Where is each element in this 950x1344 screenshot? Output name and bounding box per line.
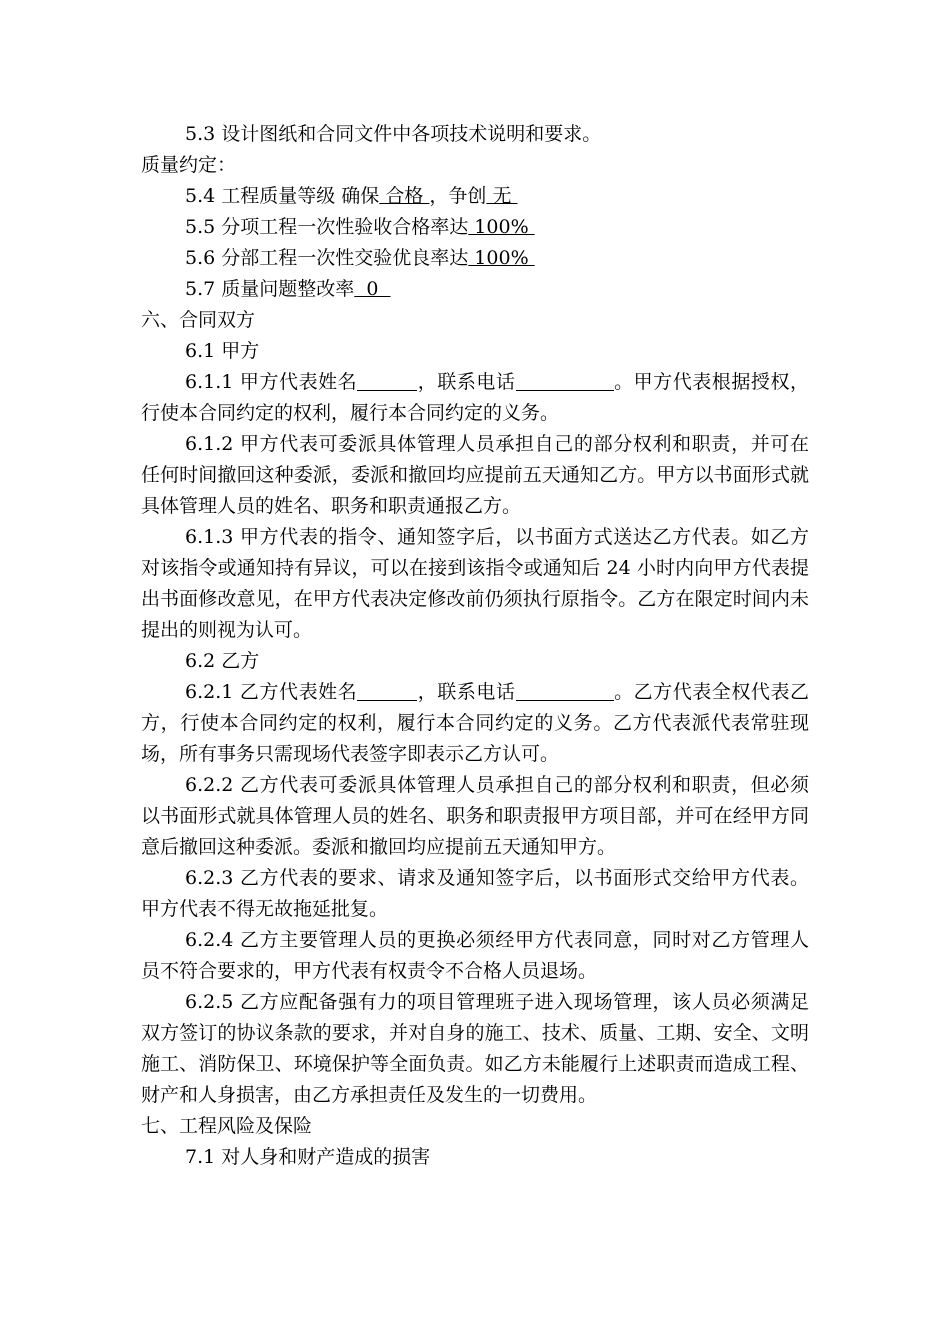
clause-6-2-1-part-a: 6.2.1 乙方代表姓名: [185, 681, 358, 703]
party-b-name-blank: [357, 680, 417, 701]
clause-6-2: 6.2 乙方: [185, 650, 260, 672]
section-7-heading: 七、工程风险及保险: [141, 1115, 313, 1137]
clause-5-4: [141, 181, 809, 212]
document-body: [141, 119, 809, 1173]
quality-heading: 质量约定：: [141, 154, 237, 176]
clause-6-2-1-part-c: 。乙方代表全权代表乙方，行使本合同约定的权利，履行本合同约定的义务。乙方代表派代表常驻现场，所有事务只需现场代表签字即表示乙方认可。: [141, 681, 809, 765]
party-a-phone-blank: [516, 370, 614, 391]
quality-target-value: 无: [486, 185, 518, 207]
clause-6-1-1-part-c: 。甲方代表根据授权，行使本合同约定的权利，履行本合同约定的义务。: [141, 371, 809, 424]
rectification-rate-value: 0: [354, 278, 391, 300]
clause-5-6: [141, 243, 809, 274]
clause-7-1: 7.1 对人身和财产造成的损害: [185, 1146, 431, 1168]
party-a-name-blank: [357, 370, 417, 391]
clause-6-1: 6.1 甲方: [185, 340, 260, 362]
clause-6-1-3: 6.1.3 甲方代表的指令、通知签字后，以书面方式送达乙方代表。如乙方对该指令或通知持有异议，可以在接到该指令或通知后 24 小时内向甲方代表提出书面修改意见，在甲方代表决定修改前仍须执行原指令。乙方在限定时间内未提出的则视为认可。: [141, 526, 809, 641]
excellence-rate-value: 100%: [468, 247, 535, 269]
quality-grade-value: 合格: [379, 185, 430, 207]
clause-6-2-2: 6.2.2 乙方代表可委派具体管理人员承担自己的部分权利和职责，但必须以书面形式就具体管理人员的姓名、职务和职责报甲方项目部，并可在经甲方同意后撤回这种委派。委派和撤回均应提前五天通知甲方。: [141, 774, 809, 858]
clause-6-1-1-part-b: ，联系电话: [417, 371, 516, 393]
clause-6-2-1-part-b: ，联系电话: [417, 681, 516, 703]
clause-5-7: [141, 274, 809, 305]
clause-6-2-4: 6.2.4 乙方主要管理人员的更换必须经甲方代表同意，同时对乙方管理人员不符合要求的，甲方代表有权责令不合格人员退场。: [141, 929, 809, 982]
clause-6-2-5: 6.2.5 乙方应配备强有力的项目管理班子进入现场管理，该人员必须满足双方签订的协议条款的要求，并对自身的施工、技术、质量、工期、安全、文明施工、消防保卫、环境保护等全面负责。如乙方未能履行上述职责而造成工程、财产和人身损害，由乙方承担责任及发生的一切费用。: [141, 991, 809, 1106]
clause-6-2-1: [141, 677, 809, 770]
clause-6-1-2: 6.1.2 甲方代表可委派具体管理人员承担自己的部分权利和职责，并可在任何时间撤回这种委派，委派和撤回均应提前五天通知乙方。甲方以书面形式就具体管理人员的姓名、职务和职责通报乙方。: [141, 433, 809, 517]
clause-6-1-1: [141, 367, 809, 429]
clause-6-2-3: 6.2.3 乙方代表的要求、请求及通知签字后，以书面形式交给甲方代表。甲方代表不得无故拖延批复。: [141, 867, 809, 920]
party-b-phone-blank: [516, 680, 614, 701]
clause-6-1-1-part-a: 6.1.1 甲方代表姓名: [185, 371, 358, 393]
clause-5-7-prefix: 5.7 质量问题整改率: [185, 278, 355, 300]
clause-5-6-prefix: 5.6 分部工程一次性交验优良率达: [185, 247, 469, 269]
section-6-heading: 六、合同双方: [141, 309, 256, 331]
acceptance-rate-value: 100%: [468, 216, 535, 238]
clause-5-5: [141, 212, 809, 243]
clause-5-4-mid: ，争创: [429, 185, 487, 207]
clause-5-4-prefix: 5.4 工程质量等级 确保: [185, 185, 380, 207]
clause-5-3: 5.3 设计图纸和合同文件中各项技术说明和要求。: [185, 123, 602, 145]
clause-5-5-prefix: 5.5 分项工程一次性验收合格率达: [185, 216, 469, 238]
